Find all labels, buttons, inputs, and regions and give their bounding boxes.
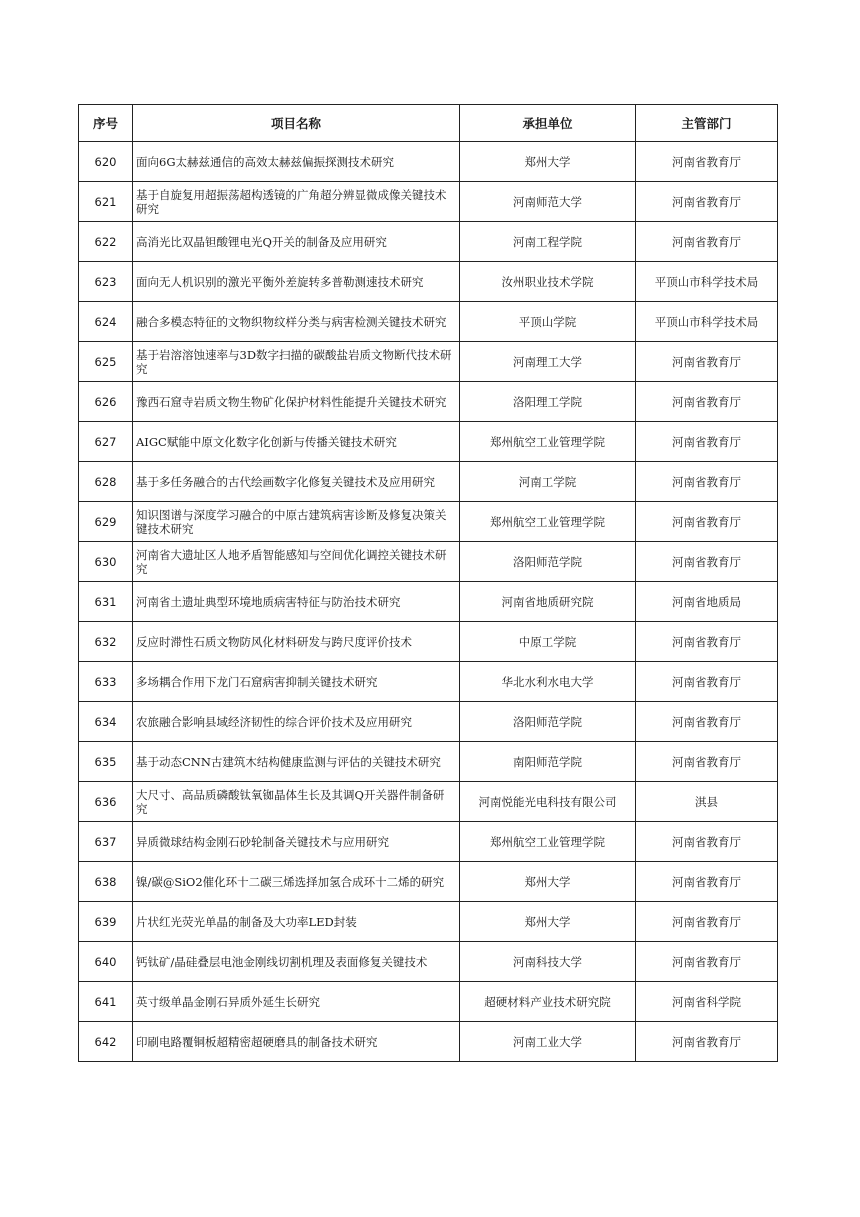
- table-row: [79, 662, 778, 702]
- undertaking-unit: 郑州大学: [460, 142, 636, 182]
- table-row: [79, 262, 778, 302]
- undertaking-unit: 河南悦能光电科技有限公司: [460, 782, 636, 822]
- supervising-department: 河南省教育厅: [636, 1022, 778, 1062]
- row-number: 621: [79, 182, 133, 222]
- supervising-department: 平顶山市科学技术局: [636, 302, 778, 342]
- project-name: [133, 662, 460, 702]
- project-name: [133, 462, 460, 502]
- project-name-text: 基于岩溶溶蚀速率与3D数字扫描的碳酸盐岩质文物断代技术研究: [136, 347, 452, 376]
- row-number: 620: [79, 142, 133, 182]
- project-name: [133, 942, 460, 982]
- row-number: 625: [79, 342, 133, 382]
- supervising-department: 河南省教育厅: [636, 222, 778, 262]
- project-name: [133, 902, 460, 942]
- project-name: [133, 422, 460, 462]
- project-name-text: AIGC赋能中原文化数字化创新与传播关键技术研究: [136, 434, 397, 449]
- supervising-department: 淇县: [636, 782, 778, 822]
- undertaking-unit: 中原工学院: [460, 622, 636, 662]
- table-row: [79, 382, 778, 422]
- project-name: [133, 782, 460, 822]
- project-name-text: 河南省土遗址典型环境地质病害特征与防治技术研究: [136, 594, 401, 609]
- supervising-department: 河南省教育厅: [636, 542, 778, 582]
- project-name-text: 镍/碳@SiO2催化环十二碳三烯选择加氢合成环十二烯的研究: [136, 874, 445, 889]
- project-name: [133, 302, 460, 342]
- supervising-department: 河南省教育厅: [636, 902, 778, 942]
- project-name: [133, 382, 460, 422]
- project-name: [133, 262, 460, 302]
- table-row: [79, 582, 778, 622]
- row-number: 624: [79, 302, 133, 342]
- project-name-text: 面向无人机识别的激光平衡外差旋转多普勒测速技术研究: [136, 274, 424, 289]
- project-name-text: 高消光比双晶钽酸锂电光Q开关的制备及应用研究: [136, 234, 387, 249]
- table-row: [79, 422, 778, 462]
- row-number: 628: [79, 462, 133, 502]
- table-row: [79, 942, 778, 982]
- supervising-department: 河南省教育厅: [636, 822, 778, 862]
- table-row: [79, 1022, 778, 1062]
- project-name-text: 钙钛矿/晶硅叠层电池金刚线切割机理及表面修复关键技术: [136, 954, 428, 969]
- undertaking-unit: 汝州职业技术学院: [460, 262, 636, 302]
- table-row: [79, 342, 778, 382]
- undertaking-unit: 河南理工大学: [460, 342, 636, 382]
- row-number: 632: [79, 622, 133, 662]
- table-row: [79, 822, 778, 862]
- supervising-department: 河南省教育厅: [636, 502, 778, 542]
- project-name-text: 河南省大遗址区人地矛盾智能感知与空间优化调控关键技术研究: [136, 547, 447, 576]
- row-number: 641: [79, 982, 133, 1022]
- supervising-department: 河南省教育厅: [636, 342, 778, 382]
- table-row: [79, 182, 778, 222]
- project-name: [133, 342, 460, 382]
- row-number: 634: [79, 702, 133, 742]
- row-number: 636: [79, 782, 133, 822]
- project-name: [133, 222, 460, 262]
- table-row: [79, 142, 778, 182]
- table-row: [79, 302, 778, 342]
- supervising-department: 河南省教育厅: [636, 462, 778, 502]
- table-row: [79, 742, 778, 782]
- project-name-text: 反应时滞性石质文物防风化材料研发与跨尺度评价技术: [136, 634, 412, 649]
- project-name: [133, 862, 460, 902]
- table-row: [79, 462, 778, 502]
- supervising-department: 河南省教育厅: [636, 862, 778, 902]
- undertaking-unit: 河南师范大学: [460, 182, 636, 222]
- supervising-department: 河南省教育厅: [636, 182, 778, 222]
- header-project-name: 项目名称: [133, 105, 460, 142]
- project-name: [133, 982, 460, 1022]
- row-number: 626: [79, 382, 133, 422]
- undertaking-unit: 河南工学院: [460, 462, 636, 502]
- row-number: 622: [79, 222, 133, 262]
- supervising-department: 平顶山市科学技术局: [636, 262, 778, 302]
- project-name-text: 大尺寸、高品质磷酸钛氧铷晶体生长及其调Q开关器件制备研究: [136, 787, 445, 816]
- undertaking-unit: 郑州大学: [460, 862, 636, 902]
- project-name: [133, 582, 460, 622]
- project-name: [133, 702, 460, 742]
- supervising-department: 河南省地质局: [636, 582, 778, 622]
- project-name-text: 知识图谱与深度学习融合的中原古建筑病害诊断及修复决策关键技术研究: [136, 507, 447, 536]
- project-name-text: 农旅融合影响县域经济韧性的综合评价技术及应用研究: [136, 714, 412, 729]
- supervising-department: 河南省教育厅: [636, 662, 778, 702]
- undertaking-unit: 郑州航空工业管理学院: [460, 822, 636, 862]
- project-name-text: 豫西石窟寺岩质文物生物矿化保护材料性能提升关键技术研究: [136, 394, 447, 409]
- project-name: [133, 182, 460, 222]
- project-name: [133, 1022, 460, 1062]
- table-row: [79, 862, 778, 902]
- row-number: 638: [79, 862, 133, 902]
- project-name-text: 基于动态CNN古建筑木结构健康监测与评估的关键技术研究: [136, 754, 441, 769]
- row-number: 640: [79, 942, 133, 982]
- project-name-text: 印刷电路覆铜板超精密超硬磨具的制备技术研究: [136, 1034, 378, 1049]
- project-table: [78, 104, 778, 1062]
- table-body: [79, 142, 778, 1062]
- supervising-department: 河南省教育厅: [636, 702, 778, 742]
- undertaking-unit: 河南省地质研究院: [460, 582, 636, 622]
- project-name: [133, 742, 460, 782]
- supervising-department: 河南省教育厅: [636, 142, 778, 182]
- project-name: [133, 502, 460, 542]
- project-name: [133, 142, 460, 182]
- supervising-department: 河南省教育厅: [636, 942, 778, 982]
- header-unit: 承担单位: [460, 105, 636, 142]
- header-no: 序号: [79, 105, 133, 142]
- table-row: [79, 702, 778, 742]
- undertaking-unit: 郑州航空工业管理学院: [460, 502, 636, 542]
- project-name-text: 异质微球结构金刚石砂轮制备关键技术与应用研究: [136, 834, 389, 849]
- row-number: 629: [79, 502, 133, 542]
- project-name: [133, 822, 460, 862]
- project-name-text: 英寸级单晶金刚石异质外延生长研究: [136, 994, 320, 1009]
- row-number: 630: [79, 542, 133, 582]
- project-name-text: 基于自旋复用超振荡超构透镜的广角超分辨显微成像关键技术研究: [136, 187, 447, 216]
- project-name-text: 基于多任务融合的古代绘画数字化修复关键技术及应用研究: [136, 474, 435, 489]
- row-number: 623: [79, 262, 133, 302]
- table-row: [79, 982, 778, 1022]
- project-name-text: 融合多模态特征的文物织物纹样分类与病害检测关键技术研究: [136, 314, 447, 329]
- row-number: 642: [79, 1022, 133, 1062]
- table-header: [79, 105, 778, 142]
- table-row: [79, 222, 778, 262]
- project-name: [133, 622, 460, 662]
- undertaking-unit: 郑州大学: [460, 902, 636, 942]
- table-row: [79, 782, 778, 822]
- row-number: 627: [79, 422, 133, 462]
- undertaking-unit: 华北水利水电大学: [460, 662, 636, 702]
- supervising-department: 河南省科学院: [636, 982, 778, 1022]
- project-name-text: 多场耦合作用下龙门石窟病害抑制关键技术研究: [136, 674, 378, 689]
- supervising-department: 河南省教育厅: [636, 382, 778, 422]
- table-row: [79, 502, 778, 542]
- project-name: [133, 542, 460, 582]
- undertaking-unit: 洛阳师范学院: [460, 542, 636, 582]
- row-number: 637: [79, 822, 133, 862]
- supervising-department: 河南省教育厅: [636, 742, 778, 782]
- project-name-text: 片状红光荧光单晶的制备及大功率LED封装: [136, 914, 357, 929]
- undertaking-unit: 洛阳理工学院: [460, 382, 636, 422]
- undertaking-unit: 南阳师范学院: [460, 742, 636, 782]
- table-row: [79, 622, 778, 662]
- undertaking-unit: 河南工程学院: [460, 222, 636, 262]
- header-row: [79, 105, 778, 142]
- table-row: [79, 542, 778, 582]
- supervising-department: 河南省教育厅: [636, 422, 778, 462]
- row-number: 639: [79, 902, 133, 942]
- project-name-text: 面向6G太赫兹通信的高效太赫兹偏振探测技术研究: [136, 154, 395, 169]
- undertaking-unit: 洛阳师范学院: [460, 702, 636, 742]
- undertaking-unit: 超硬材料产业技术研究院: [460, 982, 636, 1022]
- row-number: 631: [79, 582, 133, 622]
- undertaking-unit: 河南工业大学: [460, 1022, 636, 1062]
- table-row: [79, 902, 778, 942]
- undertaking-unit: 平顶山学院: [460, 302, 636, 342]
- undertaking-unit: 郑州航空工业管理学院: [460, 422, 636, 462]
- undertaking-unit: 河南科技大学: [460, 942, 636, 982]
- supervising-department: 河南省教育厅: [636, 622, 778, 662]
- header-department: 主管部门: [636, 105, 778, 142]
- row-number: 635: [79, 742, 133, 782]
- row-number: 633: [79, 662, 133, 702]
